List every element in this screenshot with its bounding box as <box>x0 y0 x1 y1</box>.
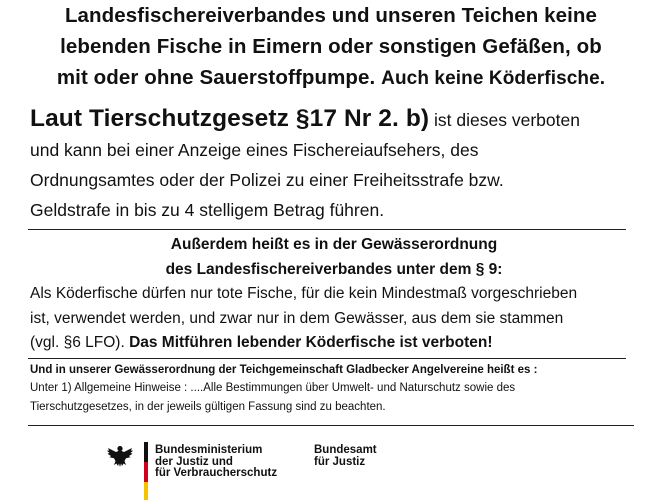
bundesamt-logo-text <box>314 445 377 468</box>
section2-line-2: ist, verwendet werden, und zwar nur in dem Gewässer, aus dem sie stammen <box>30 309 564 327</box>
law-line-2: Ordnungsamtes oder der Polizei zu einer Freiheitsstrafe bzw. <box>30 170 504 190</box>
section3-line-1: Unter 1) Allgemeine Hinweise : ....Alle Bestimmungen über Umwelt- und Naturschutz sowie des <box>30 382 516 394</box>
flag-red <box>144 462 148 482</box>
section2-heading-2: des Landesfischereiverbandes unter dem § 9: <box>165 260 503 278</box>
ministry-line-2: der Justiz und <box>155 455 233 468</box>
section2-reference: (vgl. §6 LFO). <box>30 334 125 351</box>
ministry-line-1: Bundesministerium <box>155 444 263 456</box>
intro-line-1: Landesfischereiverbandes und unseren Teichen keine <box>64 4 598 27</box>
law-line-1: und kann bei einer Anzeige eines Fischereiaufsehers, des <box>30 140 479 160</box>
section2-line-1: Als Köderfische dürfen nur tote Fische, für die kein Mindestmaß vorgeschrieben <box>30 285 578 302</box>
flag-black <box>144 442 148 462</box>
law-line-3: Geldstrafe in bis zu 4 stelligem Betrag führen. <box>30 200 385 220</box>
law-heading-tail: ist dieses verboten <box>434 110 580 130</box>
law-heading: Laut Tierschutzgesetz §17 Nr 2. b) <box>30 105 430 132</box>
section3-heading: Und in unserer Gewässerordnung der Teichgemeinschaft Gladbecker Angelvereine heißt es : <box>30 364 538 376</box>
amt-line-1: Bundesamt <box>314 444 377 456</box>
section2-line-3 <box>30 331 638 356</box>
intro-line-3a: mit oder ohne Sauerstoffpumpe. <box>56 66 376 89</box>
section2-prohibition: Das Mitführen lebender Köderfische ist verboten! <box>129 334 493 351</box>
federal-eagle-icon <box>106 444 134 468</box>
flag-gold <box>144 482 148 500</box>
intro-line-3b: Auch keine Köderfische. <box>381 68 606 89</box>
footer-logos <box>0 432 662 500</box>
divider-2 <box>28 358 626 359</box>
amt-line-2: für Justiz <box>314 455 366 468</box>
german-flag-stripe <box>144 442 148 500</box>
teichgemeinschaft-section <box>30 361 640 417</box>
ministry-logo-text <box>155 445 277 480</box>
divider-1 <box>28 229 626 230</box>
ministry-line-3: für Verbraucherschutz <box>155 467 278 479</box>
intro-line-2: lebenden Fische in Eimern oder sonstigen Gefäßen, ob <box>60 35 602 58</box>
divider-3 <box>28 425 634 426</box>
law-paragraph <box>30 104 650 225</box>
intro-line-3 <box>22 62 640 94</box>
section2-heading-1: Außerdem heißt es in der Gewässerordnung <box>170 236 498 253</box>
section3-line-2: Tierschutzgesetzes, in der jeweils gültigen Fassung sind zu beachten. <box>30 401 386 413</box>
law-heading-line <box>30 104 650 135</box>
intro-paragraph <box>22 0 640 94</box>
gewaesserordnung-section <box>30 233 638 356</box>
